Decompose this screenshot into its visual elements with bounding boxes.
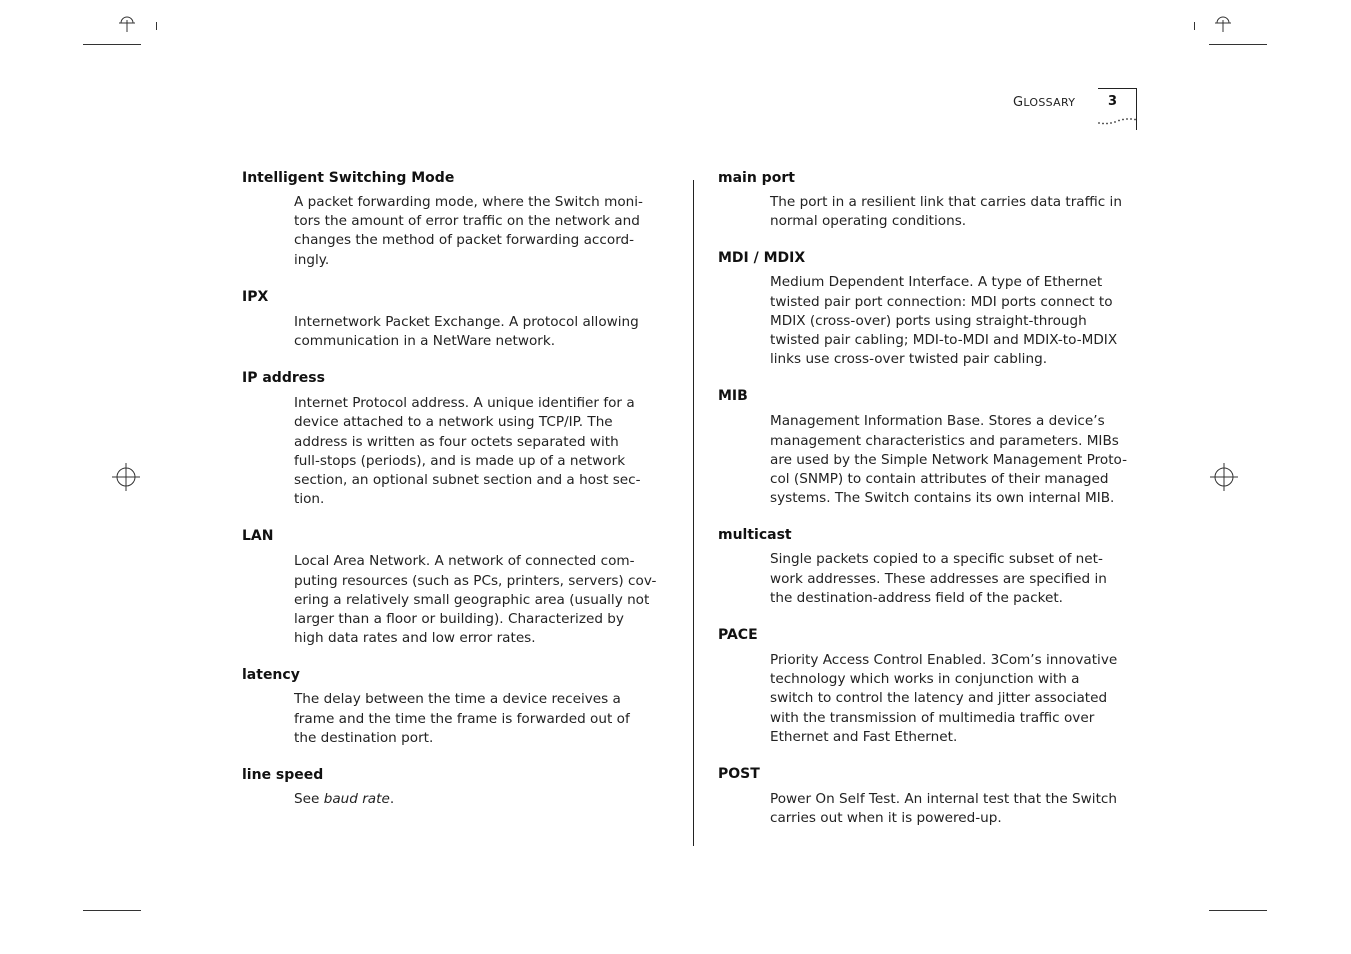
glossary-entry xyxy=(718,626,1138,747)
running-header-initial: G xyxy=(1013,95,1024,110)
glossary-term: main port xyxy=(718,170,795,186)
glossary-term: IPX xyxy=(242,288,269,305)
glossary-entry xyxy=(242,766,662,809)
glossary-entry xyxy=(718,387,1138,508)
crop-mark-top-right xyxy=(1209,44,1267,45)
crop-mark-top-right-tick xyxy=(1194,22,1195,30)
crop-mark-bottom-left xyxy=(83,910,141,911)
glossary-entry xyxy=(242,666,662,748)
crop-mark-bottom-right xyxy=(1209,910,1267,911)
page-number: 3 xyxy=(1108,94,1118,109)
definition-prefix: See xyxy=(294,791,324,808)
glossary-entry xyxy=(718,249,1138,369)
glossary-term: multicast xyxy=(718,527,792,544)
glossary-definition: A packet forwarding mode, where the Switch moni- tors the amount of error traffic on the network and changes the method of packet forwarding accord- ingly. xyxy=(294,194,643,268)
cross-reference: baud rate xyxy=(323,791,390,808)
glossary-definition: The delay between the time a device receives a frame and the time the frame is forwarded out of the destination port. xyxy=(294,691,630,746)
glossary-definition: Internetwork Packet Exchange. A protocol allowing communication in a NetWare network. xyxy=(294,313,639,350)
glossary-definition: Local Area Network. A network of connected com- puting resources (such as PCs, printers, servers) cov- ering a relatively small geographic area (usually not larger than a floor or building). Characterized by high data rates and low error rates. xyxy=(294,553,657,647)
glossary-definition: The port in a resilient link that carries data traffic in normal operating conditions. xyxy=(770,194,1122,230)
glossary-definition xyxy=(294,790,662,809)
glossary-term: IP address xyxy=(242,370,325,387)
glossary-entry xyxy=(718,526,1138,608)
glossary-entry xyxy=(718,169,1138,231)
glossary-entry xyxy=(242,369,662,509)
glossary-term: LAN xyxy=(242,528,274,545)
glossary-definition: Power On Self Test. An internal test that the Switch carries out when it is powered-up. xyxy=(770,791,1117,827)
glossary-entry xyxy=(718,765,1138,828)
registration-mark-right xyxy=(1210,463,1238,491)
glossary-entry xyxy=(242,169,662,270)
glossary-term: Intelligent Switching Mode xyxy=(242,170,455,186)
dotted-ornament-icon xyxy=(1097,114,1137,126)
registration-mark-top-right xyxy=(1210,12,1236,32)
glossary-entry xyxy=(242,288,662,351)
glossary-term: POST xyxy=(718,766,760,783)
glossary-term: MDI / MDIX xyxy=(718,250,806,267)
crop-mark-top-left-tick xyxy=(156,22,157,30)
glossary-term: PACE xyxy=(718,627,758,644)
glossary-term: line speed xyxy=(242,767,324,784)
glossary-term: latency xyxy=(242,667,300,684)
crop-mark-top-left xyxy=(83,44,141,45)
glossary-term: MIB xyxy=(718,388,748,405)
page-number-frame-top xyxy=(1098,88,1137,89)
glossary-definition: Medium Dependent Interface. A type of Ethernet twisted pair port connection: MDI ports connect to MDIX (cross-over) ports using straight-through twisted pair cabling; MDI-to-MDI and MDIX-to-MDIX links use cross-over twisted pair cabling. xyxy=(770,274,1118,368)
glossary-entry xyxy=(242,527,662,648)
registration-mark-top-left xyxy=(114,12,140,32)
glossary-column-left xyxy=(242,169,662,827)
glossary-column-right xyxy=(718,169,1138,846)
glossary-definition: Priority Access Control Enabled. 3Com’s innovative technology which works in conjunction with a switch to control the latency and jitter associated with the transmission of multimedia traffic over Ethernet and Fast Ethernet. xyxy=(770,652,1118,745)
column-divider xyxy=(693,180,694,846)
registration-mark-left xyxy=(112,463,140,491)
running-header xyxy=(1013,95,1075,110)
glossary-definition: Management Information Base. Stores a device’s management characteristics and parameters. MIBs are used by the Simple Network Management Proto- col (SNMP) to contain attributes of their managed systems. The Switch contains its own internal MIB. xyxy=(770,413,1127,507)
definition-suffix: . xyxy=(389,791,395,808)
glossary-definition: Single packets copied to a specific subset of net- work addresses. These addresses are specified in the destination-address field of the packet. xyxy=(770,551,1107,606)
running-header-rest: LOSSARY xyxy=(1023,96,1076,109)
glossary-definition: Internet Protocol address. A unique identifier for a device attached to a network using TCP/IP. The address is written as four octets separated with full-stops (periods), and is made up of a network section, an optional subnet section and a host sec- tion. xyxy=(294,395,641,508)
